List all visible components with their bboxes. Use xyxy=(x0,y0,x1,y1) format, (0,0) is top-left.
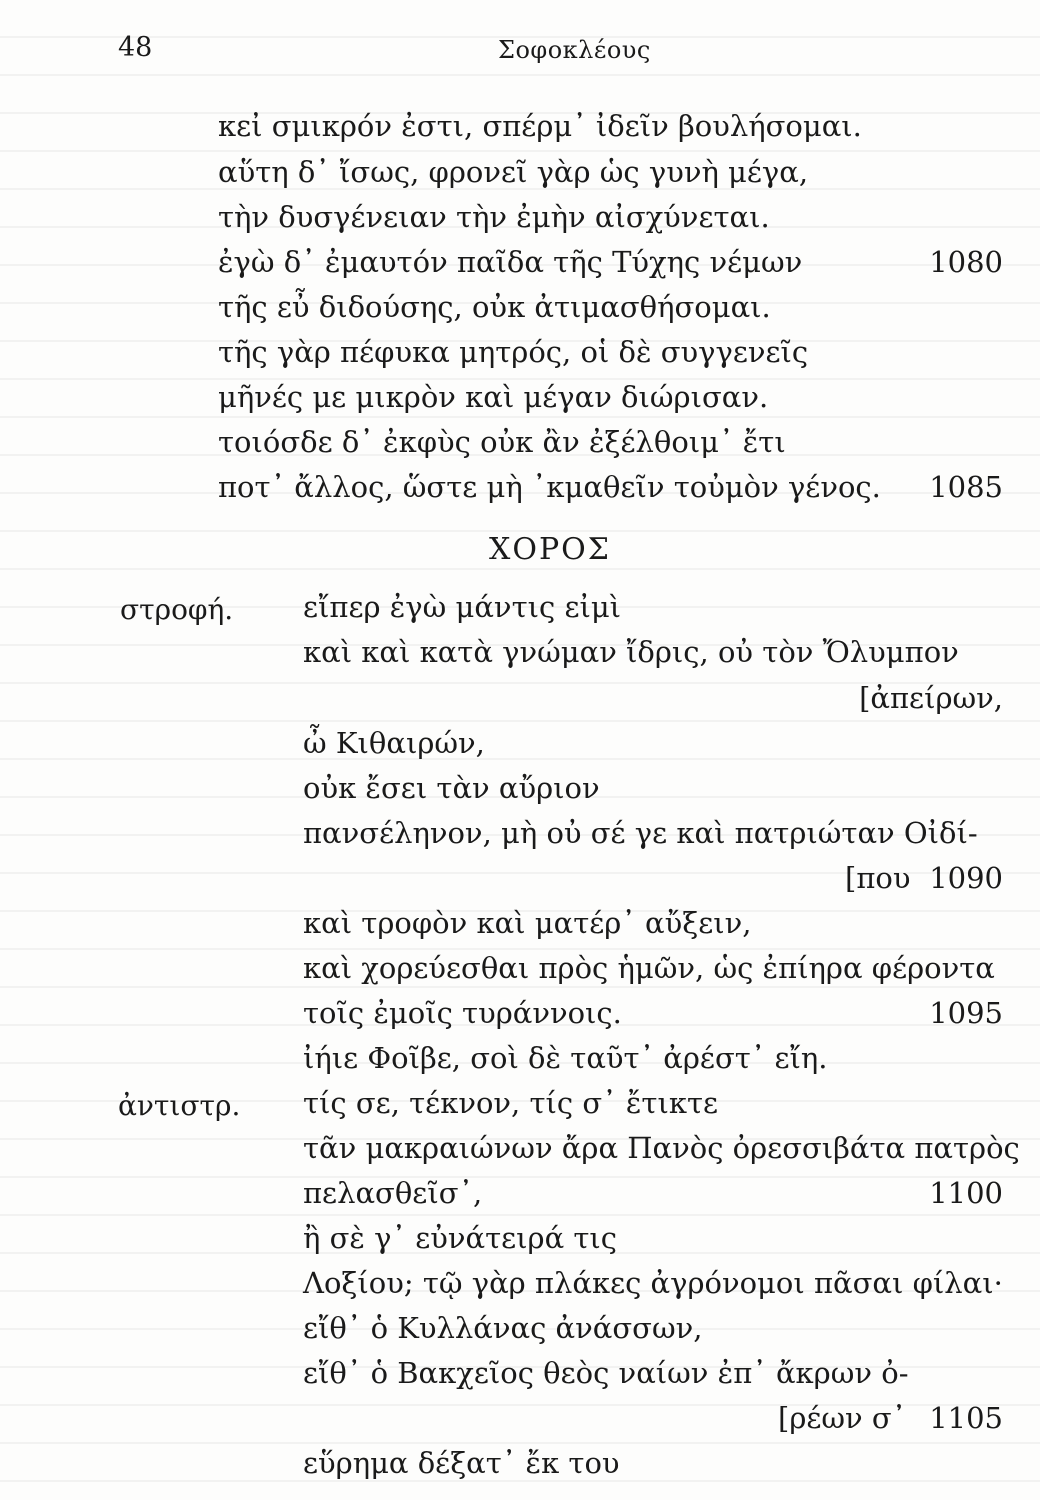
verse-line: τοιόσδε δ᾽ ἐκφὺς οὐκ ἂν ἐξέλθοιμ᾽ ἔτι xyxy=(218,425,786,459)
page-header xyxy=(118,32,1013,72)
verse-line: ποτ᾽ ἄλλος, ὥστε μὴ ᾽κμαθεῖν τοὐμὸν γένος. xyxy=(218,470,881,504)
verse-line: κεἰ σμικρόν ἐστι, σπέρμ᾽ ἰδεῖν βουλήσομαι. xyxy=(218,109,862,143)
strophe-label: στροφή. xyxy=(120,593,234,626)
verse-line: οὐκ ἔσει τὰν αὔριον xyxy=(303,771,600,805)
verse-line: αὕτη δ᾽ ἴσως, φρονεῖ γὰρ ὡς γυνὴ μέγα, xyxy=(218,155,809,189)
line-number: 1090 xyxy=(929,861,1003,895)
verse-line: πανσέληνον, μὴ οὐ σέ γε καὶ πατριώταν Οἰδί- xyxy=(303,816,978,850)
verse-line: πελασθεῖσ᾽, xyxy=(303,1176,483,1210)
verse-line: ἢ σὲ γ᾽ εὐνάτειρά τις xyxy=(303,1221,618,1255)
verse-continuation: [ρέων σ᾽ xyxy=(778,1401,907,1435)
verse-continuation: [ἀπείρων, xyxy=(859,681,1003,715)
verse-line: μῆνές με μικρὸν καὶ μέγαν διώρισαν. xyxy=(218,380,769,414)
verse-line: τᾶν μακραιώνων ἄρα Πανὸς ὀρεσσιβάτα πατρὸς xyxy=(303,1131,1020,1165)
verse-line: τοῖς ἐμοῖς τυράννοις. xyxy=(303,996,622,1030)
line-number: 1100 xyxy=(929,1176,1003,1210)
line-number: 1080 xyxy=(929,245,1003,279)
verse-line: τῆς γὰρ πέφυκα μητρός, οἱ δὲ συγγενεῖς xyxy=(218,335,809,369)
verse-line: εἴθ᾽ ὁ Βακχεῖος θεὸς ναίων ἐπ᾽ ἄκρων ὀ- xyxy=(303,1356,909,1390)
verse-line: τὴν δυσγένειαν τὴν ἐμὴν αἰσχύνεται. xyxy=(218,200,770,234)
line-number: 1105 xyxy=(929,1401,1003,1435)
line-number: 1095 xyxy=(929,996,1003,1030)
verse-line: ἰήιε Φοῖβε, σοὶ δὲ ταῦτ᾽ ἀρέστ᾽ εἴη. xyxy=(303,1041,828,1075)
verse-line: εὕρημα δέξατ᾽ ἔκ του xyxy=(303,1446,620,1480)
antistrophe-label: ἀντιστρ. xyxy=(118,1089,241,1122)
verse-continuation: [που xyxy=(845,861,911,895)
running-title: Σοφοκλέους xyxy=(498,36,651,64)
verse-line: καὶ καὶ κατὰ γνώμαν ἴδρις, οὐ τὸν Ὄλυμπον xyxy=(303,635,959,669)
line-number: 1085 xyxy=(929,470,1003,504)
verse-line: τίς σε, τέκνον, τίς σ᾽ ἔτικτε xyxy=(303,1086,719,1120)
verse-line: ὦ Κιθαιρών, xyxy=(303,726,485,760)
verse-line: καὶ τροφὸν καὶ ματέρ᾽ αὔξειν, xyxy=(303,906,752,940)
verse-line: τῆς εὖ διδούσης, οὐκ ἀτιμασθήσομαι. xyxy=(218,290,771,324)
page-number: 48 xyxy=(118,32,153,63)
verse-line: καὶ χορεύεσθαι πρὸς ἡμῶν, ὡς ἐπίηρα φέροντα xyxy=(303,951,995,985)
verse-line: Λοξίου; τῷ γὰρ πλάκες ἀγρόνομοι πᾶσαι φίλαι· xyxy=(303,1266,1003,1300)
verse-line: εἴπερ ἐγὼ μάντις εἰμὶ xyxy=(303,590,622,624)
verse-line: ἐγὼ δ᾽ ἐμαυτόν παῖδα τῆς Τύχης νέμων xyxy=(218,245,803,279)
verse-line: εἴθ᾽ ὁ Κυλλάνας ἀνάσσων, xyxy=(303,1311,703,1345)
chorus-heading: ΧΟΡΟΣ xyxy=(489,532,611,567)
